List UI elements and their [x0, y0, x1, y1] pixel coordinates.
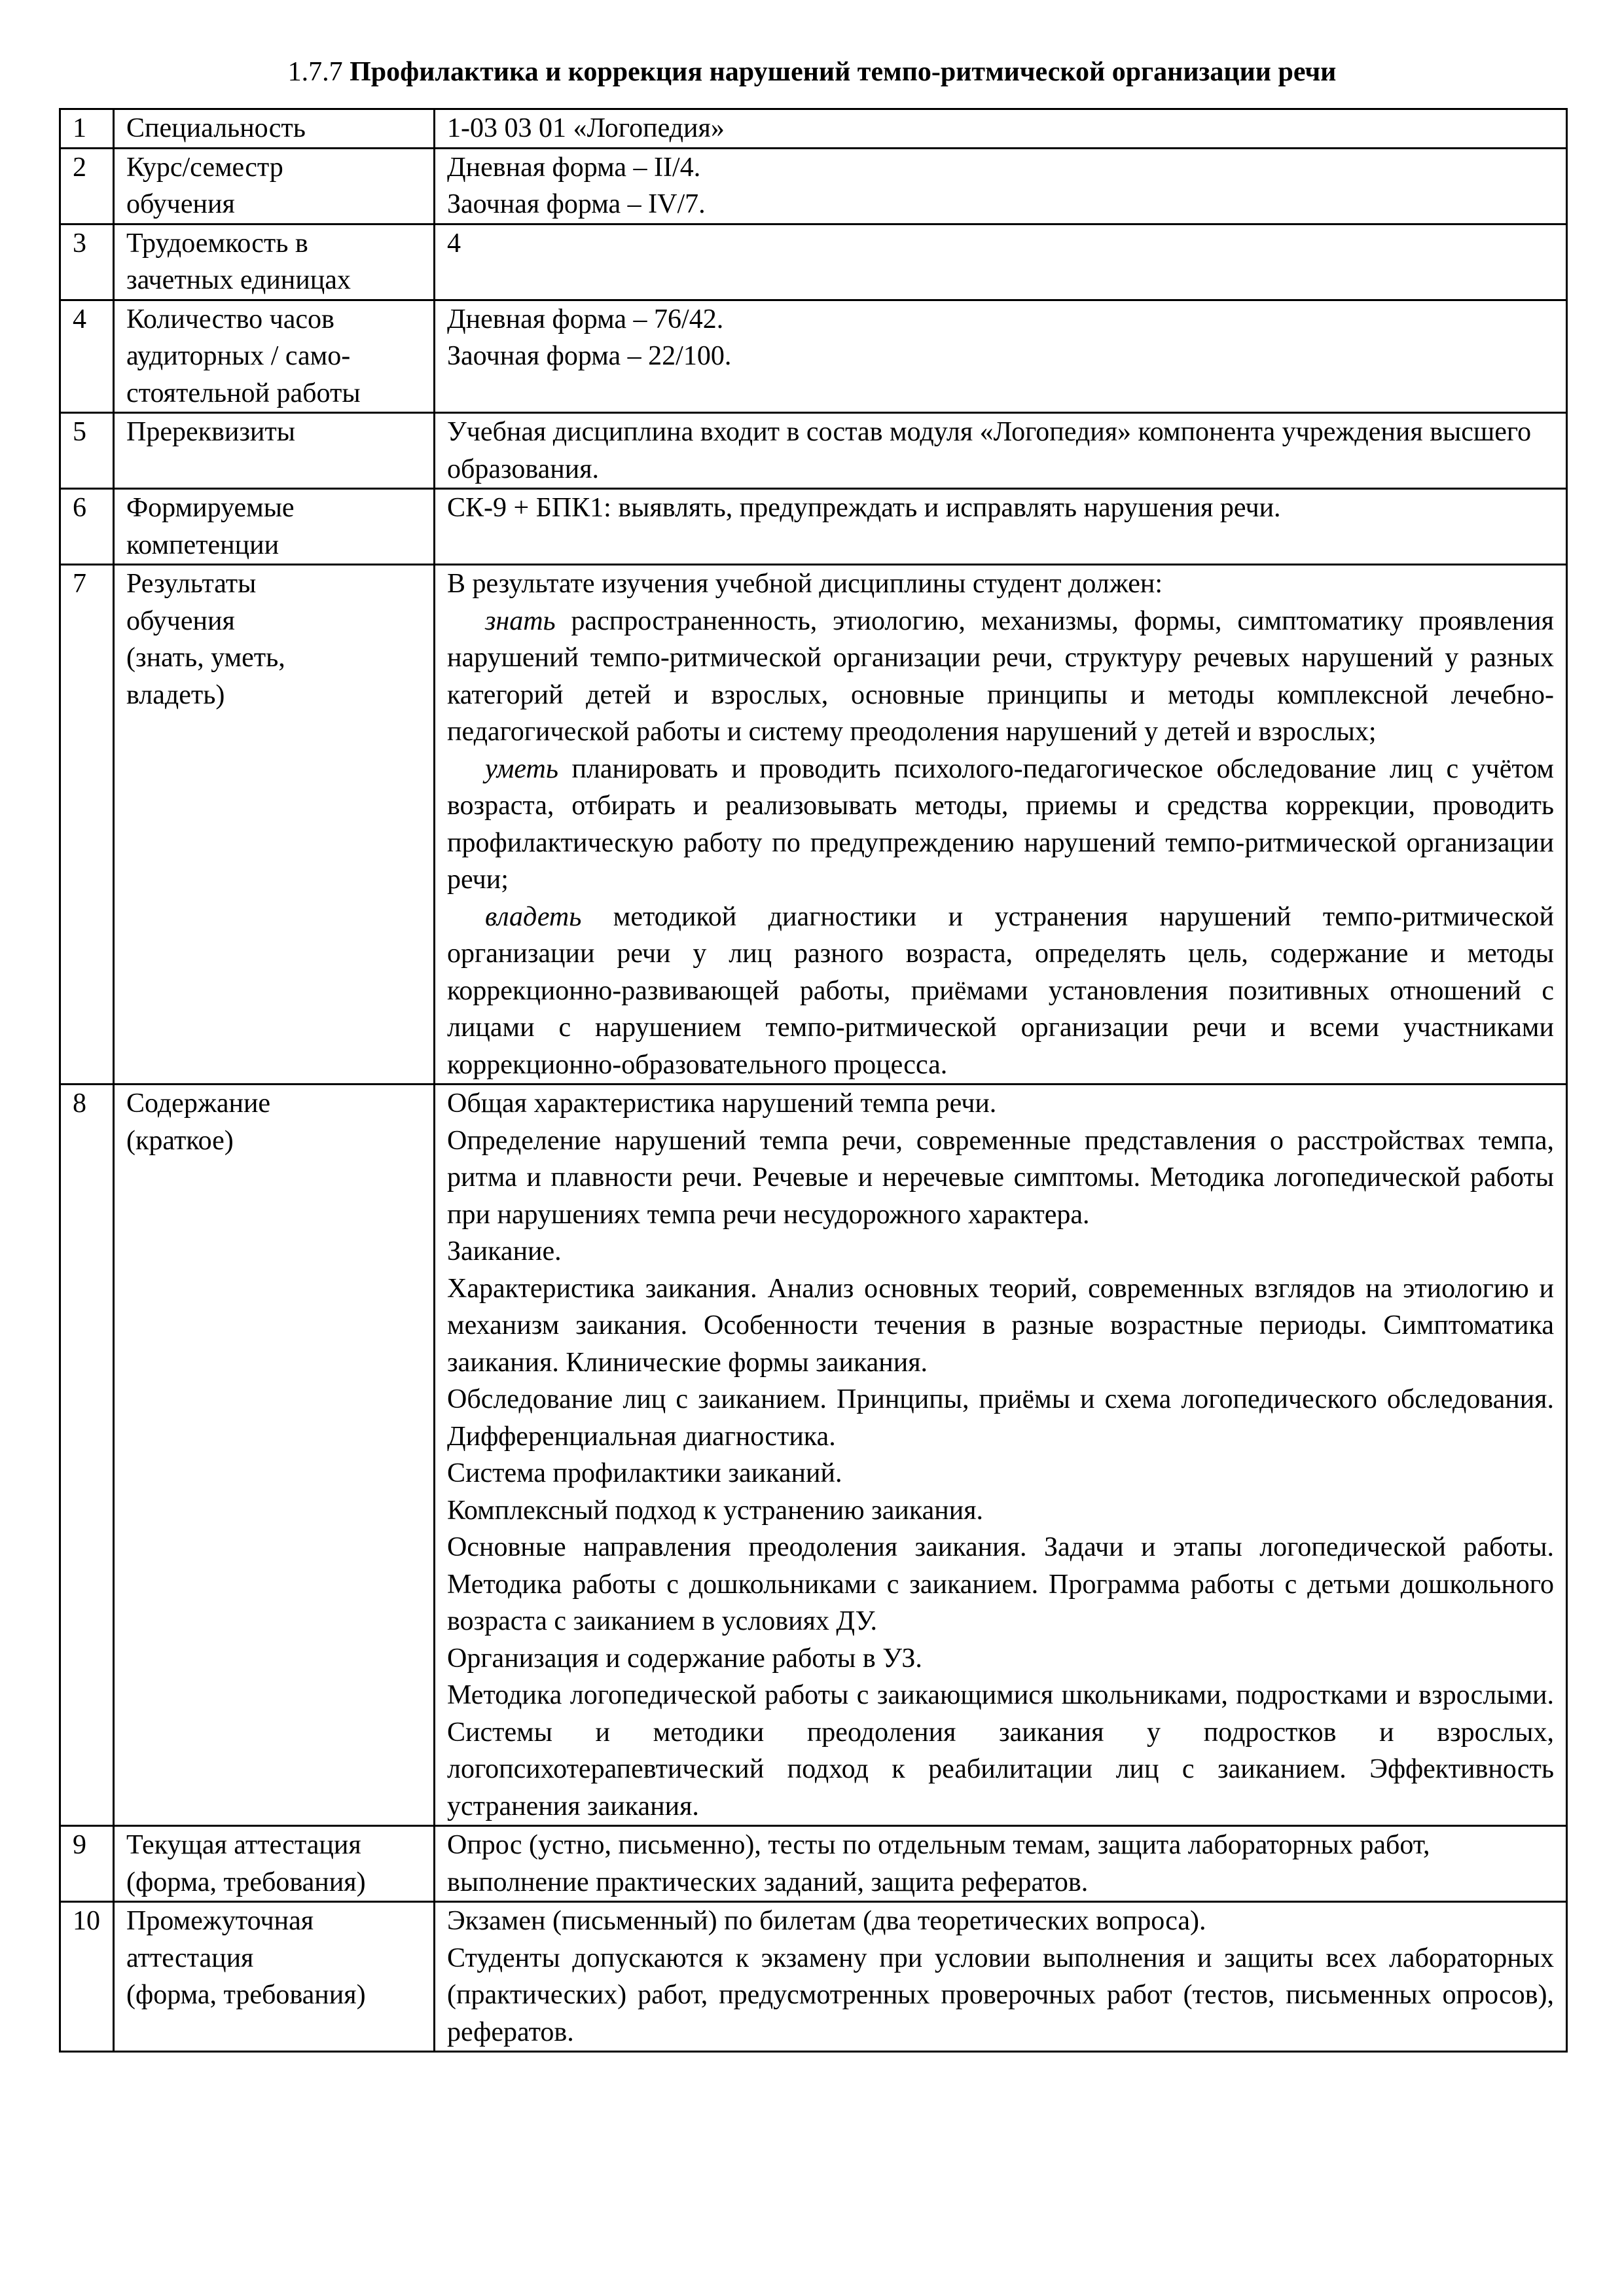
page-title [0, 54, 1624, 90]
row-value [435, 1826, 1567, 1902]
outcome-term: уметь [485, 753, 558, 784]
content-paragraph: Организация и содержание работы в УЗ. [447, 1643, 922, 1674]
value-line: Опрос (устно, письменно), тесты по отдельным темам, защита лабораторных работ, выполнение практических заданий, защита рефератов. [447, 1830, 1430, 1897]
value-line: Дневная форма – II/4. [447, 152, 701, 183]
table-row [60, 489, 1567, 565]
row-value [435, 489, 1567, 565]
row-value [435, 300, 1567, 413]
row-value [435, 565, 1567, 1085]
row-label [114, 1902, 435, 2052]
label-line: обучения [126, 189, 235, 219]
outcome-can [447, 751, 1554, 899]
outcomes-intro: В результате изучения учебной дисциплины студент должен: [447, 569, 1163, 599]
content-paragraph: Заикание. [447, 1236, 562, 1266]
table-row [60, 413, 1567, 489]
table-row [60, 1826, 1567, 1902]
row-label [114, 300, 435, 413]
row-label [114, 224, 435, 300]
outcome-master [447, 899, 1554, 1084]
label-line: аудиторных / само- [126, 341, 351, 371]
row-value [435, 148, 1567, 224]
section-number: 1.7.7 [287, 57, 343, 87]
row-label [114, 413, 435, 489]
content-paragraph: Обследование лиц с заиканием. Принципы, приёмы и схема логопедического обследования. Дифференциальная диагностика. [447, 1384, 1554, 1452]
label-line: стоятельной работы [126, 378, 361, 408]
label-line: (форма, требования) [126, 1867, 366, 1897]
value-line: СК-9 + БПК1: выявлять, предупреждать и исправлять нарушения речи. [447, 493, 1281, 523]
row-number: 5 [60, 413, 114, 489]
content-paragraph: Определение нарушений темпа речи, современные представления о расстройствах темпа, ритма и плавности речи. Речевые и неречевые симптомы. Методика логопедической работы при нарушениях темпа речи несудорожного характера. [447, 1125, 1554, 1230]
value-line: Студенты допускаются к экзамену при условии выполнения и защиты всех лабораторных (практических) работ, предусмотренных проверочных работ (тестов, письменных опросов), рефератов. [447, 1943, 1554, 2047]
value-line: Дневная форма – 76/42. [447, 304, 724, 334]
content-paragraph: Комплексный подход к устранению заикания. [447, 1495, 984, 1526]
content-paragraph: Общая характеристика нарушений темпа речи. [447, 1088, 997, 1119]
row-value [435, 1902, 1567, 2052]
row-number: 9 [60, 1826, 114, 1902]
outcome-text: методикой диагностики и устранения нарушений темпо-ритмической организации речи у лиц разного возраста, определять цель, содержание и методы коррекционно-развивающей работы, приёмами установления позитивных отношений с лицами с нарушением темпо-ритмической организации речи и всеми участниками коррекционно-образовательного процесса. [447, 901, 1554, 1080]
table-row [60, 565, 1567, 1085]
row-label [114, 565, 435, 1085]
row-label [114, 148, 435, 224]
content-paragraph: Характеристика заикания. Анализ основных теорий, современных взглядов на этиологию и механизм заикания. Особенности течения в разные возрастные периоды. Симптоматика заикания. Клинические формы заикания. [447, 1273, 1554, 1378]
label-line: Промежуточная [126, 1906, 314, 1936]
content-paragraph: Методика логопедической работы с заикающимися школьниками, подростками и взрослыми. Системы и методики преодоления заикания у подростков и взрослых, логопсихотерапевтический подход к реабилитации лиц с заиканием. Эффективность устранения заикания. [447, 1680, 1554, 1821]
row-value [435, 109, 1567, 149]
table-row [60, 148, 1567, 224]
label-line: Формируемые [126, 493, 295, 523]
label-line: Трудоемкость в [126, 228, 308, 259]
row-number: 3 [60, 224, 114, 300]
value-line: 1-03 03 01 «Логопедия» [447, 113, 725, 143]
label-line: (форма, требования) [126, 1980, 366, 2010]
content-paragraph: Основные направления преодоления заикания. Задачи и этапы логопедической работы. Методика работы с дошкольниками с заиканием. Программа работы с детьми дошкольного возраста с заиканием в условиях ДУ. [447, 1532, 1554, 1636]
content-paragraph: Система профилактики заиканий. [447, 1458, 842, 1488]
label-line: Количество часов [126, 304, 334, 334]
outcome-term: владеть [485, 901, 582, 932]
label-line: зачетных единицах [126, 265, 351, 295]
table-row [60, 1902, 1567, 2052]
value-line: 4 [447, 228, 461, 259]
section-title: Профилактика и коррекция нарушений темпо-ритмической организации речи [350, 57, 1337, 87]
row-label [114, 1826, 435, 1902]
row-label [114, 1085, 435, 1826]
label-line: Содержание [126, 1088, 271, 1119]
value-line: Заочная форма – 22/100. [447, 341, 732, 371]
label-line: (краткое) [126, 1125, 234, 1156]
value-line: Заочная форма – IV/7. [447, 189, 706, 219]
row-number: 7 [60, 565, 114, 1085]
label-line: обучения [126, 605, 235, 636]
row-number: 2 [60, 148, 114, 224]
row-label [114, 109, 435, 149]
label-line: Специальность [126, 113, 306, 143]
row-number: 8 [60, 1085, 114, 1826]
outcome-text: распространенность, этиологию, механизмы, формы, симптоматику проявления нарушений темпо-ритмической организации речи, структуру речевых нарушений у разных категорий детей и взрослых, основные принципы и методы комплексной лечебно-педагогической работы и систему преодоления нарушений у детей и взрослых; [447, 605, 1554, 747]
table-row [60, 109, 1567, 149]
row-value [435, 1085, 1567, 1826]
row-number: 1 [60, 109, 114, 149]
row-value [435, 413, 1567, 489]
label-line: Результаты [126, 569, 257, 599]
table-row [60, 224, 1567, 300]
outcome-know [447, 603, 1554, 751]
label-line: аттестация [126, 1943, 254, 1973]
value-line: Учебная дисциплина входит в состав модуля «Логопедия» компонента учреждения высшего образования. [447, 417, 1532, 484]
row-value [435, 224, 1567, 300]
row-number: 4 [60, 300, 114, 413]
label-line: компетенции [126, 529, 280, 560]
row-number: 6 [60, 489, 114, 565]
row-number: 10 [60, 1902, 114, 2052]
table-row [60, 300, 1567, 413]
label-line: Текущая аттестация [126, 1830, 361, 1860]
label-line: (знать, уметь, [126, 643, 285, 673]
label-line: Пререквизиты [126, 417, 295, 447]
label-line: владеть) [126, 679, 225, 710]
value-line: Экзамен (письменный) по билетам (два теоретических вопроса). [447, 1906, 1206, 1936]
label-line: Курс/семестр [126, 152, 283, 183]
outcome-text: планировать и проводить психолого-педагогическое обследование лиц с учётом возраста, отбирать и реализовывать методы, приемы и средства коррекции, проводить профилактическую работу по предупреждению нарушений темпо-ритмической организации речи; [447, 753, 1554, 895]
row-label [114, 489, 435, 565]
course-description-table [59, 108, 1568, 2053]
table-row [60, 1085, 1567, 1826]
outcome-term: знать [485, 605, 556, 636]
